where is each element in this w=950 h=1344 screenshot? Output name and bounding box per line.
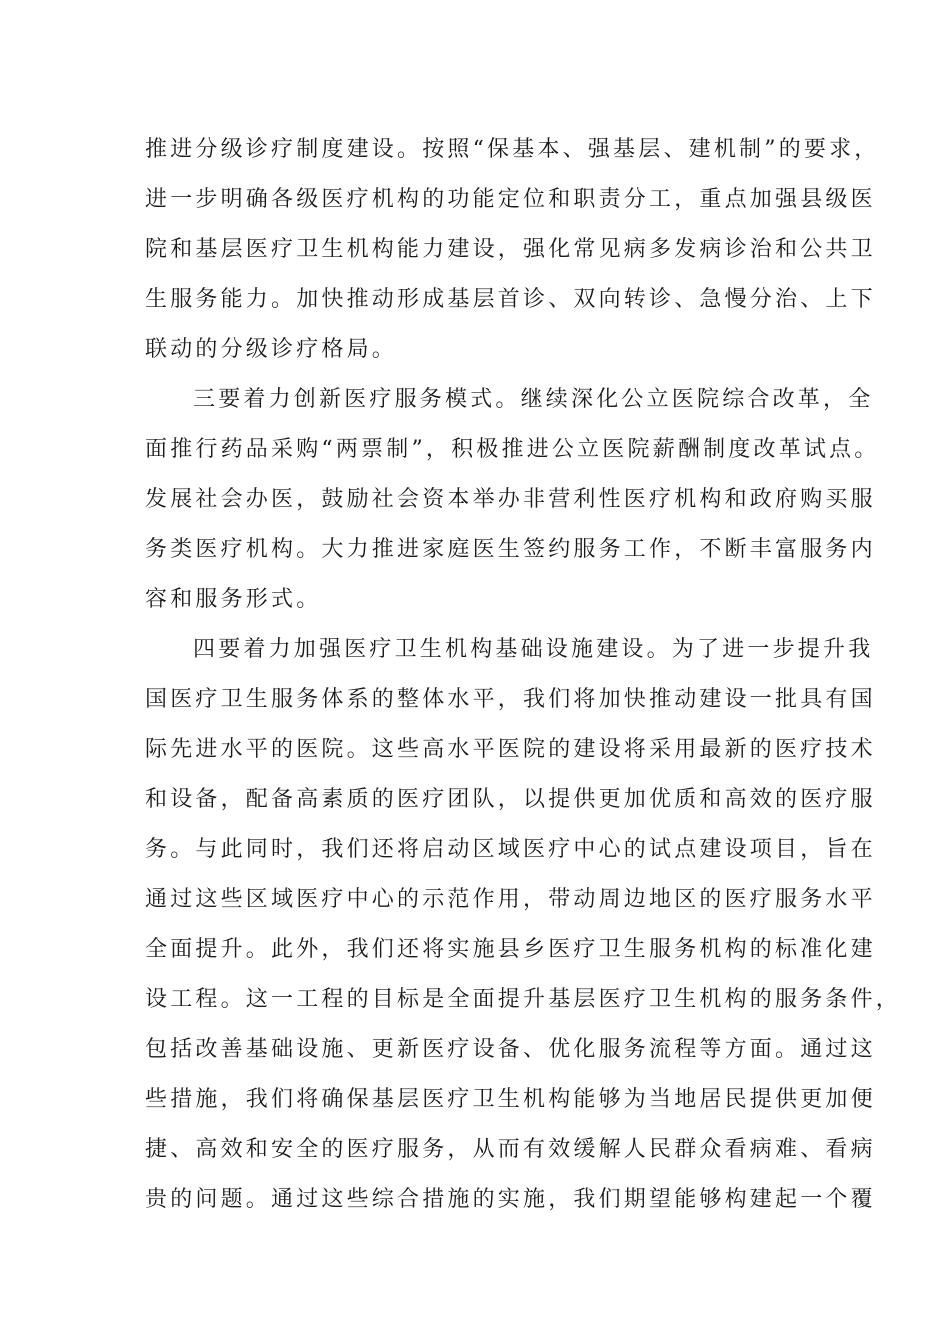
paragraph-first-line: 三要着力创新医疗服务模式。继续深化公立医院综合改革，全 [193, 387, 874, 412]
text-line: 生服务能力。加快推动形成基层首诊、双向转诊、急慢分治、上下 [145, 287, 876, 312]
text-line: 面推行药品采购“两票制”，积极推进公立医院薪酬制度改革试点。 [145, 437, 880, 462]
text-line: 贵的问题。通过这些综合措施的实施，我们期望能够构建起一个覆 [145, 1187, 876, 1212]
text-line: 院和基层医疗卫生机构能力建设，强化常见病多发病诊治和公共卫 [145, 237, 876, 262]
text-line: 和设备，配备高素质的医疗团队，以提供更加优质和高效的医疗服 [145, 787, 876, 812]
text-line: 进一步明确各级医疗机构的功能定位和职责分工，重点加强县级医 [145, 187, 876, 212]
text-line: 推进分级诊疗制度建设。按照“保基本、强基层、建机制”的要求， [145, 137, 880, 162]
text-line: 发展社会办医，鼓励社会资本举办非营利性医疗机构和政府购买服 [145, 487, 876, 512]
text-line: 设工程。这一工程的目标是全面提升基层医疗卫生机构的服务条件， [145, 987, 902, 1012]
text-line: 通过这些区域医疗中心的示范作用，带动周边地区的医疗服务水平 [145, 887, 876, 912]
text-line: 务。与此同时，我们还将启动区域医疗中心的试点建设项目，旨在 [145, 837, 876, 862]
text-line: 包括改善基础设施、更新医疗设备、优化服务流程等方面。通过这 [145, 1037, 876, 1062]
text-line: 全面提升。此外，我们还将实施县乡医疗卫生服务机构的标准化建 [145, 937, 876, 962]
text-line: 容和服务形式。 [145, 587, 322, 612]
text-line: 捷、高效和安全的医疗服务，从而有效缓解人民群众看病难、看病 [145, 1137, 876, 1162]
paragraph-first-line: 四要着力加强医疗卫生机构基础设施建设。为了进一步提升我 [193, 637, 874, 662]
text-line: 务类医疗机构。大力推进家庭医生签约服务工作，不断丰富服务内 [145, 537, 876, 562]
text-line: 国医疗卫生服务体系的整体水平，我们将加快推动建设一批具有国 [145, 687, 876, 712]
text-line: 些措施，我们将确保基层医疗卫生机构能够为当地居民提供更加便 [145, 1087, 876, 1112]
text-line: 联动的分级诊疗格局。 [145, 337, 398, 362]
text-line: 际先进水平的医院。这些高水平医院的建设将采用最新的医疗技术 [145, 737, 876, 762]
